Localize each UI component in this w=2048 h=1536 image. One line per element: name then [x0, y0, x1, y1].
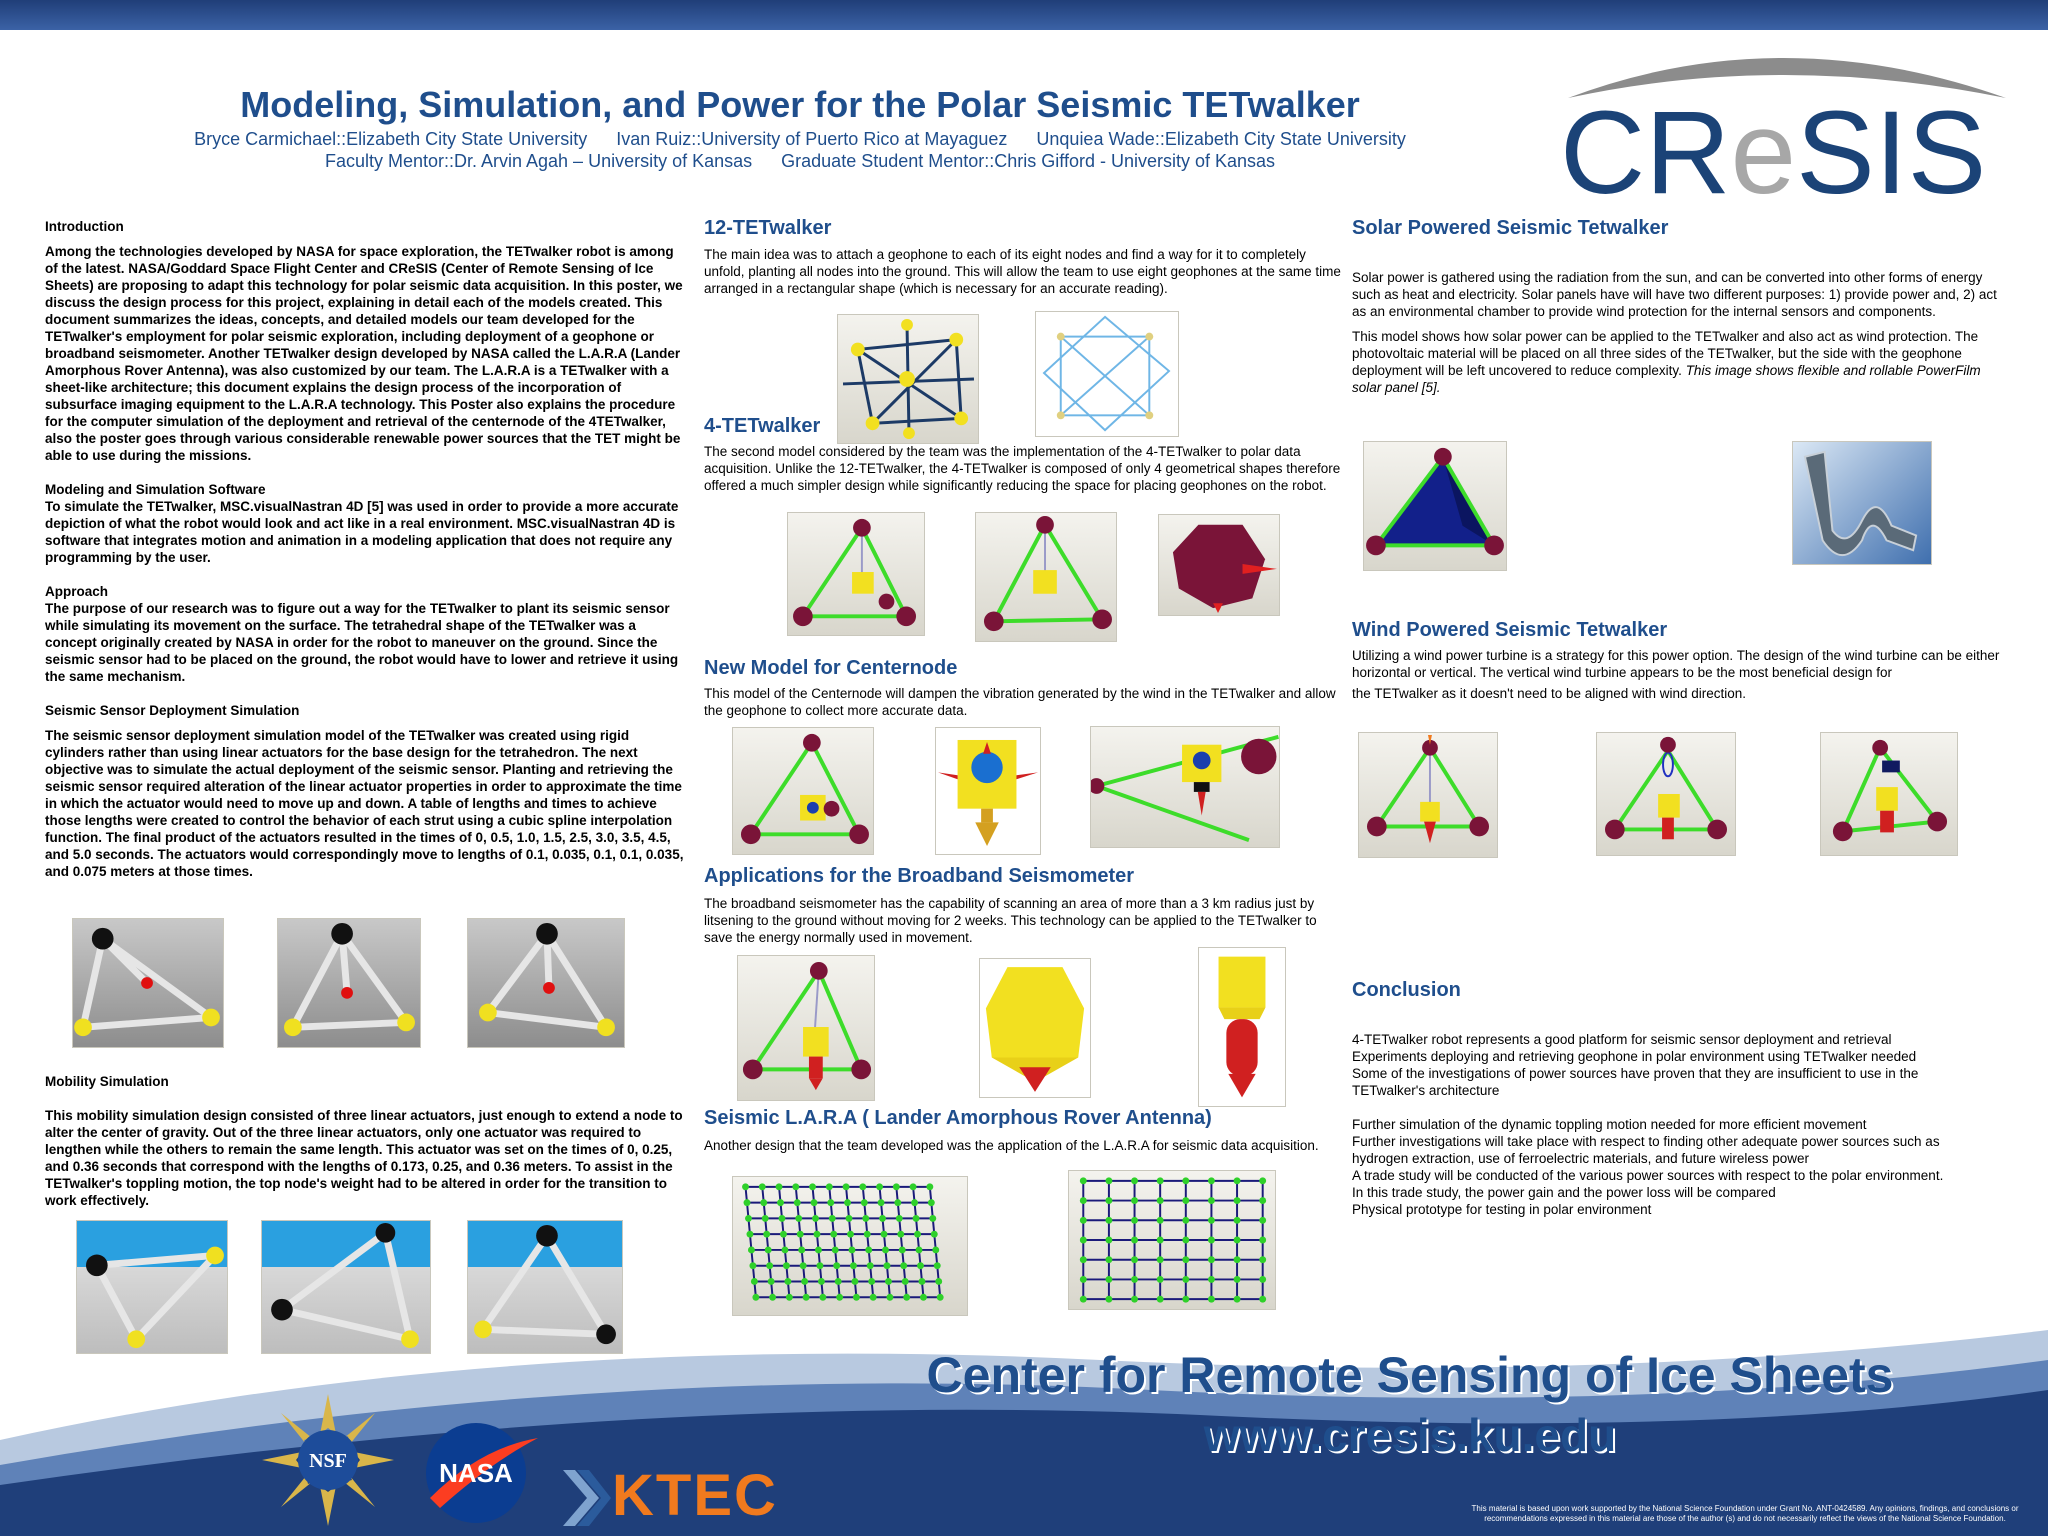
tet4-heading: 4-TETwalker: [704, 415, 821, 437]
solar-text-1: Solar power is gathered using the radiation from the sun, and can be converted into other forms of energy such as heat and electricity. Solar panels have will have two different purposes: 1) provide power and, 2) act as an environmental chamber to provide wind protection for the internal sensors and components.: [1352, 270, 1997, 319]
solar-section: [1352, 217, 2002, 396]
approach-heading: Approach: [45, 584, 109, 599]
conclusion-line: Physical prototype for testing in polar environment: [1352, 1202, 1652, 1217]
deployment-heading: Seismic Sensor Deployment Simulation: [45, 703, 300, 718]
poster-title: Modeling, Simulation, and Power for the Polar Seismic TETwalker: [240, 84, 1360, 125]
author-1: Bryce Carmichael::Elizabeth City State University: [194, 129, 588, 149]
conclusion-line: Further investigations will take place with respect to finding other adequate power sources such as: [1352, 1134, 1940, 1149]
broadband-heading: Applications for the Broadband Seismometer: [704, 865, 1135, 887]
nasa-logo: [420, 1418, 540, 1528]
lara-heading: Seismic L.A.R.A ( Lander Amorphous Rover Antenna): [704, 1107, 1212, 1129]
conclusion-line: TETwalker's architecture: [1352, 1083, 1500, 1098]
tet4-model-image-1: [787, 512, 925, 636]
solar-tetwalker-image: [1363, 441, 1507, 571]
software-text: To simulate the TETwalker, MSC.visualNastran 4D [5] was used in order to provide a more accurate depiction of what the robot would look and act like in a real environment. MSC.visualNastran 4D is software that integrates motion and animation in a modeling application that does not require any programming by the user.: [45, 499, 679, 565]
tet12-section: [704, 217, 1344, 297]
author-list: [120, 128, 1480, 172]
disclaimer-line-2: recommendations expressed in this material are those of the author (s) and do not necessarily reflect the views of the National Science Foundation.: [1484, 1514, 2006, 1523]
conclusion-block-1: [1352, 1031, 2002, 1099]
tet4-model-image-2: [975, 512, 1117, 642]
solar-text-2-paragraph: [1352, 328, 2002, 396]
left-column: [45, 218, 685, 880]
conclusion-heading: Conclusion: [1352, 979, 1461, 1001]
conclusion-section: [1352, 979, 2002, 1218]
conclusion-line: In this trade study, the power gain and the power loss will be compared: [1352, 1185, 1776, 1200]
center-url-link[interactable]: www.cresis.ku.edu: [1203, 1409, 1617, 1461]
cresis-logo: [1560, 38, 2010, 208]
deployment-sim-image-3: [467, 918, 625, 1048]
svg-text:CReSIS: [1560, 87, 1986, 208]
tet4-section: [704, 415, 1344, 494]
broadband-image-3: [1198, 947, 1286, 1107]
wind-tetwalker-image-2: [1596, 732, 1736, 856]
conclusion-line: 4-TETwalker robot represents a good platform for seismic sensor deployment and retrieval: [1352, 1032, 1892, 1047]
broadband-image-1: [737, 955, 875, 1101]
logo-text-cr: CR: [1560, 87, 1731, 208]
tet12-text: The main idea was to attach a geophone to each of its eight nodes and find a way for it to completely unfold, planting all nodes into the ground. This will allow the team to use eight geophones at the same time arranged in a rectangular shape (which is necessary for an accurate reading).: [704, 247, 1341, 296]
tet12-heading: 12-TETwalker: [704, 217, 832, 239]
wind-heading: Wind Powered Seismic Tetwalker: [1352, 619, 1668, 641]
nsf-logo-text: NSF: [309, 1450, 347, 1472]
lara-section: [704, 1107, 1344, 1154]
broadband-section: [704, 865, 1344, 946]
mobility-section: [45, 1073, 685, 1209]
tet4-text: The second model considered by the team was the implementation of the 4-TETwalker to polar data acquisition. Unlike the 12-TETwalker, the 4-TETwalker is composed of only 4 geometrical shapes therefore offered a much simpler design while significantly reducing the space for placing geophones on the robot.: [704, 444, 1341, 493]
conclusion-line: Further simulation of the dynamic toppling motion needed for more efficient movement: [1352, 1117, 1867, 1132]
disclaimer-line-1: This material is based upon work supported by the National Science Foundation under Grant No. ANT-0424589. Any opinions, findings, and conclusions or: [1471, 1504, 2019, 1513]
author-3: Unquiea Wade::Elizabeth City State University: [1036, 129, 1406, 149]
conclusion-line: Experiments deploying and retrieving geophone in polar environment using TETwalker needed: [1352, 1049, 1917, 1064]
approach-text: The purpose of our research was to figure out a way for the TETwalker to plant its seismic sensor while simulating its movement on the surface. The tetrahedral shape of the TETwalker was a concept originally created by NASA in order for the robot to maneuver on the ground. Since the seismic sensor had to be placed on the ground, the robot would have to lower and retrieve it using the same mechanism.: [45, 601, 679, 684]
mobility-heading: Mobility Simulation: [45, 1074, 169, 1089]
lara-grid-image-2: [1068, 1170, 1276, 1310]
conclusion-line: hydrogen extraction, use of ferroelectric materials, and future wireless power: [1352, 1151, 1809, 1166]
deployment-text: The seismic sensor deployment simulation model of the TETwalker was created using rigid cylinders rather than using linear actuators for the base design for the tetrahedron. The next objective was to simulate the actual deployment of the seismic sensor. Planting and retrieving the seismic sensor required alteration of the linear actuator properties in order to approximate the time in which the actuator would need to move up and down. A table of lengths and times to achieve those lengths were created to control the behavior of each strut using a cubic spline interpolation function. The final product of the actuators resulted in the times of 0, 0.5, 1.0, 1.5, 2.5, 3.0, 3.5, 4.5, and 5.0 seconds. The actuators would correspondingly move to lengths of 0.1, 0.035, 0.1, 0.1, 0.035, and 0.075 meters at those times.: [45, 728, 684, 879]
centernode-text: This model of the Centernode will dampen the vibration generated by the wind in the TETwalker and allow the geophone to collect more accurate data.: [704, 686, 1336, 718]
centernode-image-3: [1090, 726, 1280, 848]
deployment-sim-image-1: [72, 918, 224, 1048]
nsf-disclaimer: [1460, 1504, 2030, 1524]
ktec-chevron-icon: [563, 1470, 611, 1526]
solar-text-2-italic: This image shows flexible and rollable PowerFilm solar panel [5].: [1352, 363, 1981, 395]
mobility-text: This mobility simulation design consisted of three linear actuators, just enough to extend a node to alter the center of gravity. Out of the three linear actuators, only one actuator was required to lengthen while the others to remain the same length. This actuator was set on the times of 0, 0.25, and 0.36 seconds that correspond with the lengths of 0.173, 0.25, and 0.36 meters. To assist in the TETwalker's toppling motion, the top node's weight had to be altered in order for the transition to work effectively.: [45, 1108, 683, 1208]
logo-text-e: e: [1730, 87, 1797, 208]
logo-text-sis: SIS: [1796, 87, 1987, 208]
ktec-logo: KTEC: [612, 1463, 778, 1528]
centernode-image-1: [732, 727, 874, 855]
nsf-logo: [262, 1394, 394, 1526]
tet4-node-image: [1158, 514, 1280, 616]
wind-text-2: the TETwalker as it doesn't need to be aligned with wind direction.: [1352, 686, 1747, 701]
intro-heading: Introduction: [45, 219, 124, 234]
conclusion-block-2: [1352, 1116, 2002, 1218]
graduate-mentor: Graduate Student Mentor::Chris Gifford - University of Kansas: [781, 151, 1276, 171]
centernode-section: [704, 657, 1344, 719]
top-banner-bar: [0, 0, 2048, 30]
faculty-mentor: Faculty Mentor::Dr. Arvin Agah – University of Kansas: [324, 151, 753, 171]
conclusion-line: A trade study will be conducted of the various power sources with respect to the polar environment.: [1352, 1168, 1944, 1183]
centernode-heading: New Model for Centernode: [704, 657, 958, 679]
centernode-image-2: [935, 727, 1041, 855]
solar-text-2: This model shows how solar power can be applied to the TETwalker and also act as wind protection. The photovoltaic material will be placed on all three sides of the TETwalker, but the side with the geophone deployment will be left uncovered to reduce complexity.: [1352, 329, 1979, 378]
nasa-logo-text: NASA: [439, 1458, 513, 1488]
center-name: Center for Remote Sensing of Ice Sheets: [926, 1347, 1894, 1403]
author-2: Ivan Ruiz::University of Puerto Rico at Mayaguez: [616, 129, 1008, 149]
broadband-image-2: [979, 958, 1091, 1098]
wind-tetwalker-image-1: [1358, 732, 1498, 858]
powerfilm-solar-panel-image: [1792, 441, 1932, 565]
wind-text-1: Utilizing a wind power turbine is a strategy for this power option. The design of the wind turbine can be either horizontal or vertical. The vertical wind turbine appears to be the most beneficial design for: [1352, 648, 2000, 680]
solar-heading: Solar Powered Seismic Tetwalker: [1352, 217, 1669, 239]
wind-section: [1352, 619, 2002, 702]
software-heading: Modeling and Simulation Software: [45, 482, 266, 497]
wind-tetwalker-image-3: [1820, 732, 1958, 856]
conclusion-line: Some of the investigations of power sources have proven that they are insufficient to use in the: [1352, 1066, 1919, 1081]
lara-text: Another design that the team developed was the application of the L.A.R.A for seismic data acquisition.: [704, 1138, 1319, 1153]
intro-text: Among the technologies developed by NASA for space exploration, the TETwalker robot is among of the latest. NASA/Goddard Space Flight Center and CReSIS (Center of Remote Sensing of Ice Sheets) are proposing to adapt this technology for polar seismic data acquisition. In this poster, we discuss the design process for this project, explaining in detail each of the models created. This document summarizes the ideas, concepts, and detailed models our team developed for the TETwalker's employment for polar seismic exploration, including deployment of a geophone or broadband seismometer. Another TETwalker design developed by NASA called the L.A.R.A (Lander Amorphous Rover Antenna), was also customized by our team. The L.A.R.A is a TETwalker with a sheet-like architecture; this document explains the design process of the incorporation of subsurface imaging equipment to the L.A.R.A technology. This Poster also explains the procedure for the computer simulation of the deployment and retrieval of the centernode of the 4TETwalker, also the poster goes through various considerable renewable power sources that the TET might be able to use during the missions.: [45, 244, 683, 463]
broadband-text: The broadband seismometer has the capability of scanning an area of more than a 3 km radius just by litsening to the ground without moving for 2 weeks. This technology can be applied to the TETwalker to save the energy normally used in movement.: [704, 896, 1317, 945]
deployment-sim-image-2: [277, 918, 421, 1048]
authors-line-1: [120, 128, 1480, 150]
authors-line-2: [120, 150, 1480, 172]
